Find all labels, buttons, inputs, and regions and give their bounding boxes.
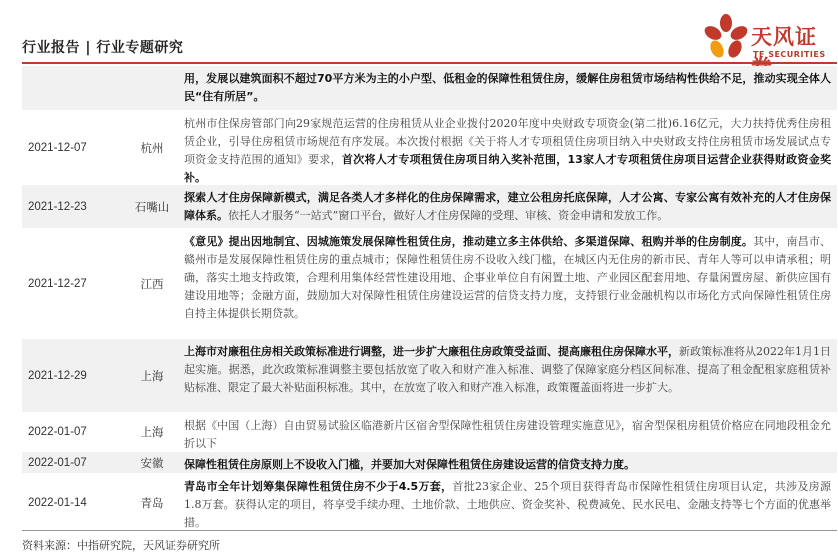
row-date: 2021-12-27 bbox=[28, 277, 87, 290]
brand-name-en: TF SECURITIES bbox=[753, 50, 826, 59]
table-row bbox=[22, 474, 837, 533]
flower-logo-icon bbox=[703, 14, 749, 60]
row-content bbox=[182, 185, 837, 228]
row-content bbox=[182, 474, 837, 532]
row-content bbox=[182, 111, 837, 184]
report-category-title: 行业报告 | 行业专题研究 bbox=[22, 40, 184, 56]
row-region: 上海 bbox=[140, 368, 164, 383]
content-emphasis: 《意见》提出因地制宜、因城施策发展保障性租赁住房，推动建立多主体供给、多渠道保障、租购并举的住房制度。 bbox=[184, 235, 754, 248]
row-content bbox=[182, 452, 837, 473]
brand-name-cn: 天风证 bbox=[751, 25, 817, 49]
content-emphasis: 上海市对廉租住房相关政策标准进行调整，进一步扩大廉租住房政策受益面、提高廉租住房保障水平， bbox=[184, 345, 679, 358]
policy-table bbox=[22, 66, 837, 533]
brand-logo bbox=[703, 12, 838, 62]
row-date: 2021-12-23 bbox=[28, 200, 87, 213]
row-date: 2022-01-14 bbox=[28, 497, 87, 509]
row-region: 杭州 bbox=[140, 140, 164, 155]
row-date: 2021-12-29 bbox=[28, 369, 87, 382]
content-text: 新政策标准将从2022年1月1日起实施。据悉，此次政策标准调整主要包括放宽了收入和财产准入标准、调整了保障家庭分档区间标准、提高了租金配租家庭租赁补贴标准、限定了最大补贴面积标准。其中，在放宽了收入和财产准入标准，政策覆盖面将进一步扩大。 bbox=[184, 345, 831, 394]
table-row bbox=[22, 413, 837, 452]
content-text: 杭州市住保房管部门向29家规范运营的住房租赁从业企业拨付2020年度中央财政专项资金(第二批)6.16亿元，大力扶持优秀住房租赁企业，引导住房租赁市场规范有序发展。本次拨付根据《关于将人才专项租赁住房项目纳入中央财政支持住房租赁市场发展试点专项资金支持范围的通知》要求， bbox=[184, 117, 831, 166]
table-row bbox=[22, 185, 837, 229]
row-region bbox=[122, 66, 182, 110]
row-date bbox=[22, 66, 122, 110]
row-content bbox=[182, 339, 837, 412]
source-note: 资料来源：中指研究院，天风证券研究所 bbox=[22, 539, 220, 552]
table-row bbox=[22, 452, 837, 474]
content-text: 其中，南昌市、赣州市是发展保障性租赁住房的重点城市；保障性租赁住房不设收入线门槛，在城区内无住房的新市民、青年人等可以申请承租；明确，落实土地支持政策，合理利用集体经营性建设用地、企事业单位自有闲置土地、产业园区配套用地、存量闲置房屋、新供应国有建设用地等；金融方面，鼓励加大对保障性租赁住房建设运营的信贷支持力度，支持银行业金融机构以市场化方式向保障性租赁住房自持主体提供长期贷款。 bbox=[184, 235, 832, 320]
row-content bbox=[182, 413, 837, 451]
content-emphasis: 探索人才住房保障新模式，满足各类人才多样化的住房保障需求，建立公租房托底保障，人才公寓、专家公寓有效补充的人才住房保障体系。 bbox=[184, 191, 831, 222]
row-date: 2022-01-07 bbox=[28, 426, 87, 438]
row-date: 2022-01-07 bbox=[28, 456, 87, 469]
row-date: 2021-12-07 bbox=[28, 141, 87, 154]
row-content bbox=[182, 66, 837, 110]
content-text: 首批23家企业、25个项目获得青岛市保障性租赁住房项目认定，共涉及房源1.8万套。获得认定的项目，将享受手续办理、土地价款、土地供应、资金奖补、税费减免、民水民电、金融支持等七个方面的优惠举措。 bbox=[184, 480, 831, 529]
row-region: 青岛 bbox=[140, 496, 164, 510]
content-emphasis: 保障性租赁住房原则上不设收入门槛，并要加大对保障性租赁住房建设运营的信贷支持力度。 bbox=[184, 458, 635, 471]
row-region: 江西 bbox=[140, 276, 164, 291]
content-emphasis: 首次将人才专项租赁住房项目纳入奖补范围，13家人才专项租赁住房项目运营企业获得财政资金奖补。 bbox=[184, 153, 831, 184]
table-row bbox=[22, 66, 837, 111]
header-divider bbox=[22, 62, 837, 64]
content-emphasis: 青岛市全年计划筹集保障性租赁住房不少于4.5万套， bbox=[184, 480, 453, 493]
table-row bbox=[22, 229, 837, 339]
row-region: 石嘴山 bbox=[134, 199, 170, 214]
table-row bbox=[22, 111, 837, 185]
row-region: 安徽 bbox=[140, 455, 164, 470]
content-emphasis: 用，发展以建筑面积不超过70平方米为主的小户型、低租金的保障性租赁住房，缓解住房租赁市场结构性供给不足，推动实现全体人民“住有所居”。 bbox=[184, 72, 831, 103]
content-text: 根据《中国（上海）自由贸易试验区临港新片区宿舍型保障性租赁住房建设管理实施意见》，宿舍型保租房租赁价格应在同地段租金允折以下 bbox=[184, 419, 831, 450]
content-text: 依托人才服务“一站式”窗口平台，做好人才住房保障的受理、审核、资金申请和发放工作。 bbox=[228, 209, 669, 222]
table-row bbox=[22, 339, 837, 413]
table-bottom-rule bbox=[22, 530, 837, 531]
row-content bbox=[182, 229, 837, 338]
row-region: 上海 bbox=[140, 425, 164, 439]
report-header bbox=[0, 0, 838, 66]
